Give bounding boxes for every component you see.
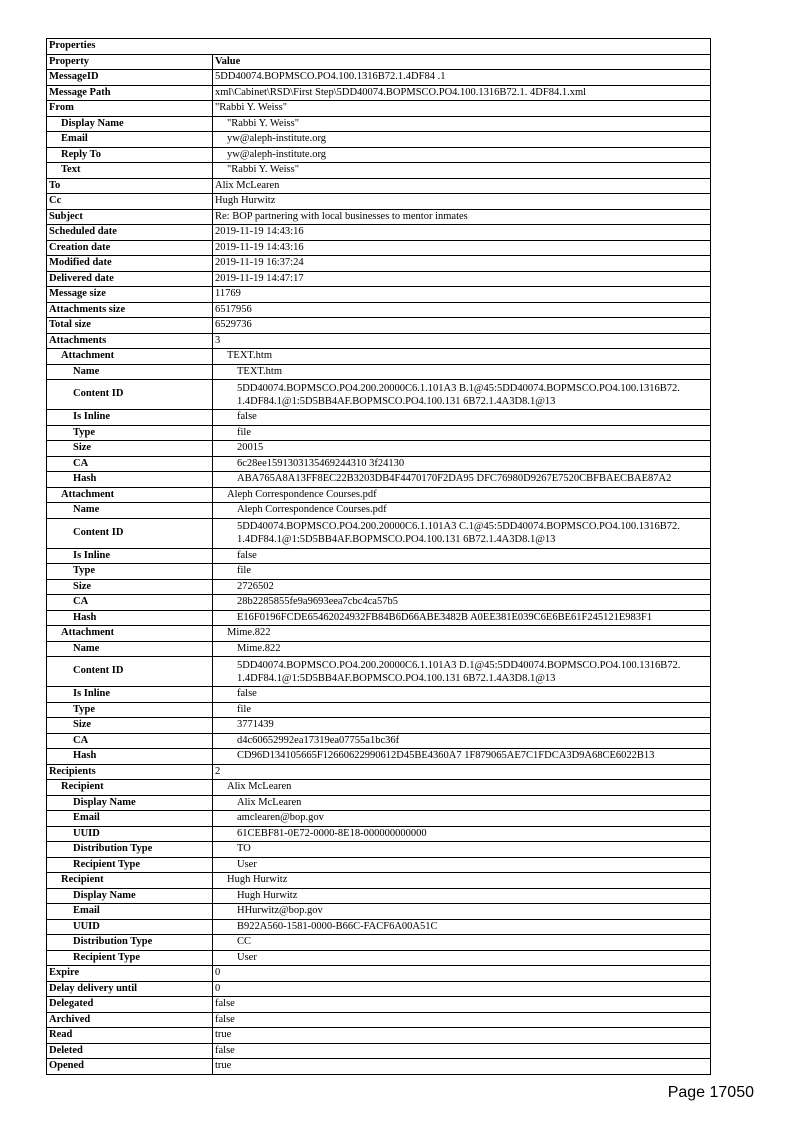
property-value: false: [213, 1012, 711, 1028]
property-name: Name: [47, 641, 213, 657]
property-row: [47, 764, 711, 780]
property-name: Is Inline: [47, 548, 213, 564]
property-value: User: [213, 950, 711, 966]
property-value: false: [213, 1043, 711, 1059]
property-name: Text: [47, 163, 213, 179]
property-name: Name: [47, 503, 213, 519]
property-name: To: [47, 178, 213, 194]
property-row: [47, 657, 711, 687]
property-name: Email: [47, 904, 213, 920]
property-row: [47, 795, 711, 811]
property-name: Recipients: [47, 764, 213, 780]
property-value: file: [213, 702, 711, 718]
caption-row: [47, 39, 711, 55]
property-row: [47, 178, 711, 194]
property-name: Opened: [47, 1059, 213, 1075]
property-name: Expire: [47, 966, 213, 982]
property-name: Recipient Type: [47, 950, 213, 966]
property-value: Mime.822: [213, 626, 711, 642]
property-value: 3771439: [213, 718, 711, 734]
property-value: Re: BOP partnering with local businesses to mentor inmates: [213, 209, 711, 225]
property-value: 2: [213, 764, 711, 780]
property-value: Aleph Correspondence Courses.pdf: [213, 487, 711, 503]
property-row: [47, 240, 711, 256]
property-name: Distribution Type: [47, 935, 213, 951]
property-value: TEXT.htm: [213, 349, 711, 365]
property-value: true: [213, 1059, 711, 1075]
property-name: Attachment: [47, 487, 213, 503]
property-value: amclearen@bop.gov: [213, 811, 711, 827]
property-name: Content ID: [47, 380, 213, 410]
property-value: TEXT.htm: [213, 364, 711, 380]
property-row: [47, 101, 711, 117]
property-row: [47, 780, 711, 796]
property-row: [47, 997, 711, 1013]
property-row: [47, 919, 711, 935]
property-row: [47, 163, 711, 179]
property-name: Email: [47, 811, 213, 827]
property-name: Is Inline: [47, 410, 213, 426]
property-name: Attachment: [47, 349, 213, 365]
property-value: 2019-11-19 14:43:16: [213, 225, 711, 241]
property-name: Deleted: [47, 1043, 213, 1059]
properties-table-body: [47, 39, 711, 1075]
property-row: [47, 935, 711, 951]
property-name: Display Name: [47, 116, 213, 132]
property-row: [47, 702, 711, 718]
property-row: [47, 256, 711, 272]
property-name: Recipient: [47, 873, 213, 889]
property-name: Attachment: [47, 626, 213, 642]
property-value: Hugh Hurwitz: [213, 888, 711, 904]
property-column-header: Property: [47, 54, 213, 70]
property-row: [47, 85, 711, 101]
property-value: yw@aleph-institute.org: [213, 132, 711, 148]
properties-table: [46, 38, 711, 1075]
property-row: [47, 966, 711, 982]
property-row: [47, 1028, 711, 1044]
property-value: "Rabbi Y. Weiss": [213, 101, 711, 117]
property-row: [47, 518, 711, 548]
property-row: [47, 380, 711, 410]
property-row: [47, 441, 711, 457]
property-row: [47, 318, 711, 334]
property-name: Delivered date: [47, 271, 213, 287]
property-row: [47, 626, 711, 642]
property-value: 5DD40074.BOPMSCO.PO4.100.1316B72.1.4DF84 .1: [213, 70, 711, 86]
property-value: false: [213, 410, 711, 426]
property-name: Content ID: [47, 518, 213, 548]
property-name: Read: [47, 1028, 213, 1044]
property-value: 2019-11-19 16:37:24: [213, 256, 711, 272]
property-name: Size: [47, 441, 213, 457]
property-value: 20015: [213, 441, 711, 457]
property-name: UUID: [47, 826, 213, 842]
property-value: 28b2285855fe9a9693eea7cbc4ca57b5: [213, 595, 711, 611]
property-row: [47, 687, 711, 703]
property-value: Mime.822: [213, 641, 711, 657]
property-value: 6517956: [213, 302, 711, 318]
property-row: [47, 302, 711, 318]
property-value: file: [213, 564, 711, 580]
property-value: Hugh Hurwitz: [213, 873, 711, 889]
property-row: [47, 1012, 711, 1028]
property-value: HHurwitz@bop.gov: [213, 904, 711, 920]
property-row: [47, 564, 711, 580]
property-value: false: [213, 548, 711, 564]
property-row: [47, 194, 711, 210]
property-name: Recipient Type: [47, 857, 213, 873]
property-name: Type: [47, 425, 213, 441]
property-value: yw@aleph-institute.org: [213, 147, 711, 163]
property-row: [47, 225, 711, 241]
property-row: [47, 579, 711, 595]
property-row: [47, 733, 711, 749]
property-name: CA: [47, 456, 213, 472]
property-name: Reply To: [47, 147, 213, 163]
property-value: true: [213, 1028, 711, 1044]
property-value: Aleph Correspondence Courses.pdf: [213, 503, 711, 519]
property-name: Modified date: [47, 256, 213, 272]
property-name: Scheduled date: [47, 225, 213, 241]
property-row: [47, 287, 711, 303]
property-row: [47, 548, 711, 564]
property-name: Delay delivery until: [47, 981, 213, 997]
header-row: [47, 54, 711, 70]
property-name: UUID: [47, 919, 213, 935]
property-row: [47, 811, 711, 827]
property-row: [47, 410, 711, 426]
property-name: CA: [47, 595, 213, 611]
property-name: Email: [47, 132, 213, 148]
property-row: [47, 610, 711, 626]
property-name: Subject: [47, 209, 213, 225]
property-row: [47, 904, 711, 920]
property-name: Total size: [47, 318, 213, 334]
property-value: 2726502: [213, 579, 711, 595]
table-caption: Properties: [47, 39, 711, 55]
property-row: [47, 472, 711, 488]
property-row: [47, 333, 711, 349]
property-name: Delegated: [47, 997, 213, 1013]
property-row: [47, 487, 711, 503]
property-name: Size: [47, 718, 213, 734]
property-value: file: [213, 425, 711, 441]
property-value: 5DD40074.BOPMSCO.PO4.200.20000C6.1.101A3 C.1@45:5DD40074.BOPMSCO.PO4.100.1316B72. 1.4DF84.1@1:5D5BB4AF.BOPMSCO.PO4.100.131 6B72.1.4A3D8.1@13: [213, 518, 711, 548]
property-value: 2019-11-19 14:43:16: [213, 240, 711, 256]
property-name: Attachments size: [47, 302, 213, 318]
property-row: [47, 271, 711, 287]
property-name: Size: [47, 579, 213, 595]
property-value: 5DD40074.BOPMSCO.PO4.200.20000C6.1.101A3 D.1@45:5DD40074.BOPMSCO.PO4.100.1316B72. 1.4DF84.1@1:5D5BB4AF.BOPMSCO.PO4.100.131 6B72.1.4A3D8.1@13: [213, 657, 711, 687]
property-name: Display Name: [47, 795, 213, 811]
property-name: Content ID: [47, 657, 213, 687]
property-row: [47, 503, 711, 519]
property-value: Alix McLearen: [213, 795, 711, 811]
property-name: Name: [47, 364, 213, 380]
property-row: [47, 425, 711, 441]
property-name: Hash: [47, 610, 213, 626]
property-name: Message Path: [47, 85, 213, 101]
property-name: Is Inline: [47, 687, 213, 703]
property-value: CC: [213, 935, 711, 951]
property-value: false: [213, 687, 711, 703]
property-value: User: [213, 857, 711, 873]
property-row: [47, 364, 711, 380]
page-number: Page 17050: [667, 1084, 754, 1101]
property-value: B922A560-1581-0000-B66C-FACF6A00A51C: [213, 919, 711, 935]
property-value: 5DD40074.BOPMSCO.PO4.200.20000C6.1.101A3 B.1@45:5DD40074.BOPMSCO.PO4.100.1316B72. 1.4DF84.1@1:5D5BB4AF.BOPMSCO.PO4.100.131 6B72.1.4A3D8.1@13: [213, 380, 711, 410]
property-row: [47, 132, 711, 148]
property-row: [47, 349, 711, 365]
property-name: Message size: [47, 287, 213, 303]
property-value: 0: [213, 966, 711, 982]
property-row: [47, 826, 711, 842]
property-name: Archived: [47, 1012, 213, 1028]
property-row: [47, 842, 711, 858]
property-name: CA: [47, 733, 213, 749]
property-value: "Rabbi Y. Weiss": [213, 116, 711, 132]
property-value: Alix McLearen: [213, 780, 711, 796]
property-name: Recipient: [47, 780, 213, 796]
property-row: [47, 147, 711, 163]
property-row: [47, 116, 711, 132]
property-value: 6c28ee1591303135469244310 3f24130: [213, 456, 711, 472]
property-row: [47, 749, 711, 765]
property-row: [47, 641, 711, 657]
property-row: [47, 888, 711, 904]
property-value: d4c60652992ea17319ea07755a1bc36f: [213, 733, 711, 749]
property-name: Type: [47, 702, 213, 718]
property-name: Creation date: [47, 240, 213, 256]
property-value: 6529736: [213, 318, 711, 334]
property-name: Attachments: [47, 333, 213, 349]
property-row: [47, 595, 711, 611]
property-row: [47, 981, 711, 997]
property-value: 61CEBF81-0E72-0000-8E18-000000000000: [213, 826, 711, 842]
property-value: 2019-11-19 14:47:17: [213, 271, 711, 287]
property-name: From: [47, 101, 213, 117]
property-row: [47, 718, 711, 734]
property-value: "Rabbi Y. Weiss": [213, 163, 711, 179]
property-row: [47, 209, 711, 225]
property-value: xml\Cabinet\RSD\First Step\5DD40074.BOPMSCO.PO4.100.1316B72.1. 4DF84.1.xml: [213, 85, 711, 101]
property-value: TO: [213, 842, 711, 858]
property-name: Hash: [47, 749, 213, 765]
property-name: MessageID: [47, 70, 213, 86]
property-value: 3: [213, 333, 711, 349]
property-value: 11769: [213, 287, 711, 303]
property-value: 0: [213, 981, 711, 997]
property-row: [47, 1043, 711, 1059]
property-row: [47, 456, 711, 472]
property-name: Hash: [47, 472, 213, 488]
property-name: Cc: [47, 194, 213, 210]
value-column-header: Value: [213, 54, 711, 70]
property-value: E16F0196FCDE65462024932FB84B6D66ABE3482B A0EE381E039C6E6BE61F245121E983F1: [213, 610, 711, 626]
property-row: [47, 857, 711, 873]
property-row: [47, 70, 711, 86]
property-row: [47, 873, 711, 889]
property-name: Type: [47, 564, 213, 580]
property-name: Display Name: [47, 888, 213, 904]
property-value: Hugh Hurwitz: [213, 194, 711, 210]
property-name: Distribution Type: [47, 842, 213, 858]
property-row: [47, 950, 711, 966]
property-value: Alix McLearen: [213, 178, 711, 194]
property-row: [47, 1059, 711, 1075]
property-value: ABA765A8A13FF8EC22B3203DB4F4470170F2DA95 DFC76980D9267E7520CBFBAECBAE87A2: [213, 472, 711, 488]
property-value: false: [213, 997, 711, 1013]
property-value: CD96D134105665F12660622990612D45BE4360A7 1F879065AE7C1FDCA3D9A68CE6022B13: [213, 749, 711, 765]
